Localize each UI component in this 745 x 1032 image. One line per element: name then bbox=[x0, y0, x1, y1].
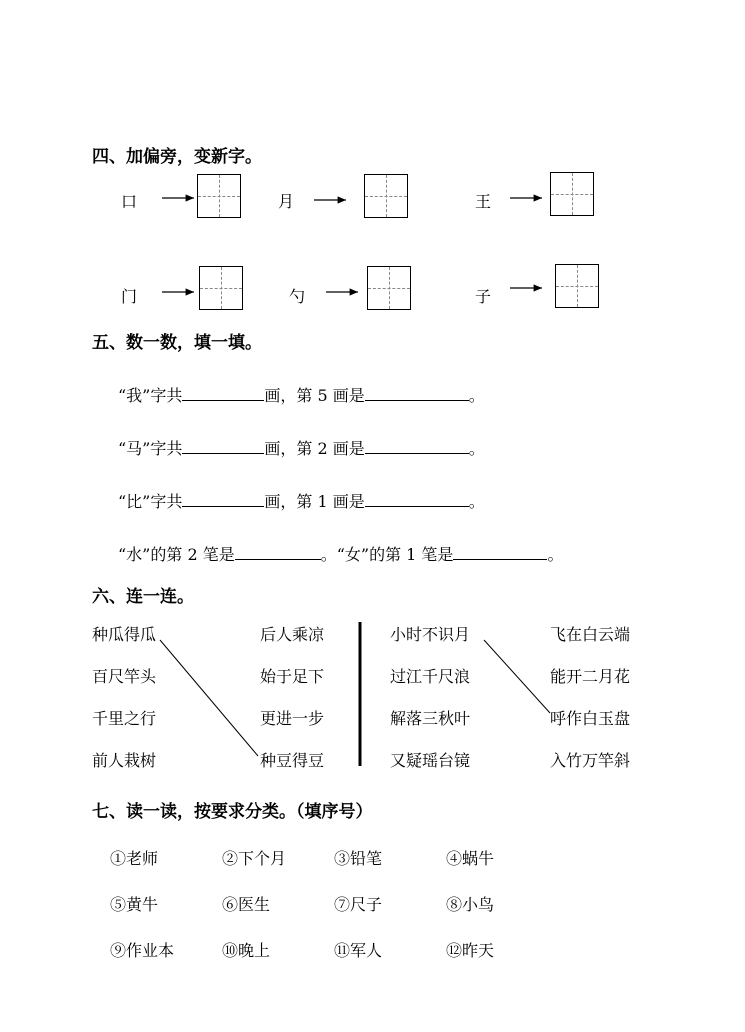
phrase-item[interactable]: 能开二月花 bbox=[550, 667, 631, 686]
phrase-item[interactable]: 更进一步 bbox=[260, 709, 325, 728]
answer-box[interactable] bbox=[199, 266, 243, 310]
fill-line bbox=[118, 542, 563, 565]
phrase-item[interactable]: 过江千尺浪 bbox=[390, 667, 471, 686]
radical-item: 月 bbox=[278, 192, 295, 211]
phrase-item[interactable]: 呼作白玉盘 bbox=[550, 709, 631, 728]
word-item: ②下个月 bbox=[222, 849, 287, 868]
word-item: ⑨作业本 bbox=[110, 941, 175, 960]
word-item: ⑧小鸟 bbox=[446, 895, 495, 914]
phrase-item[interactable]: 后人乘凉 bbox=[260, 625, 325, 644]
fill-line-middle: 画，第 2 画是 bbox=[264, 439, 365, 458]
match-line bbox=[484, 640, 550, 713]
radical-item: 口 bbox=[121, 192, 138, 211]
fill-line-end: 。 bbox=[468, 386, 485, 405]
phrase-item[interactable]: 种瓜得瓜 bbox=[92, 625, 157, 644]
fill-line-middle: 画，第 5 画是 bbox=[264, 386, 365, 405]
fill-line-prefix: “比”字共 bbox=[118, 492, 183, 511]
radical-item: 王 bbox=[475, 192, 492, 211]
match-line bbox=[160, 640, 258, 756]
fill-line-end: 。 bbox=[547, 545, 564, 564]
answer-box[interactable] bbox=[555, 264, 599, 308]
radical-item: 子 bbox=[475, 287, 492, 306]
fill-line-end: 。 bbox=[468, 492, 485, 511]
word-item: ③铅笔 bbox=[334, 849, 383, 868]
radical-item: 勺 bbox=[289, 287, 306, 306]
word-item: ⑦尺子 bbox=[334, 895, 383, 914]
fill-line-prefix: “马”字共 bbox=[118, 439, 183, 458]
phrase-item[interactable]: 种豆得豆 bbox=[260, 751, 325, 770]
word-item: ⑫昨天 bbox=[446, 941, 495, 960]
word-item: ④蜗牛 bbox=[446, 849, 495, 868]
answer-box[interactable] bbox=[550, 172, 594, 216]
word-item: ①老师 bbox=[110, 849, 159, 868]
fill-line bbox=[118, 489, 485, 512]
phrase-item[interactable]: 解落三秋叶 bbox=[390, 709, 471, 728]
fill-line-middle: 画，第 1 画是 bbox=[264, 492, 365, 511]
fill-line-prefix: “水”的第 2 笔是 bbox=[118, 545, 235, 564]
phrase-item[interactable]: 入竹万竿斜 bbox=[550, 751, 631, 770]
section5-title: 五、数一数，填一填。 bbox=[92, 333, 262, 353]
fill-line-middle: 。“女”的第 1 笔是 bbox=[320, 545, 454, 564]
answer-blank[interactable] bbox=[235, 545, 321, 560]
word-item: ⑥医生 bbox=[222, 895, 271, 914]
answer-blank[interactable] bbox=[182, 492, 264, 507]
radical-item: 门 bbox=[121, 287, 138, 306]
phrase-item[interactable]: 小时不识月 bbox=[390, 625, 471, 644]
answer-blank[interactable] bbox=[365, 386, 469, 401]
answer-box[interactable] bbox=[364, 174, 408, 218]
answer-blank[interactable] bbox=[182, 439, 264, 454]
fill-line bbox=[118, 436, 485, 459]
fill-line-prefix: “我”字共 bbox=[118, 386, 183, 405]
phrase-item[interactable]: 百尺竿头 bbox=[92, 667, 157, 686]
section7-title: 七、读一读，按要求分类。（填序号） bbox=[92, 802, 373, 822]
fill-line-end: 。 bbox=[468, 439, 485, 458]
phrase-item[interactable]: 飞在白云端 bbox=[550, 625, 631, 644]
section6-title: 六、连一连。 bbox=[92, 587, 194, 607]
answer-blank[interactable] bbox=[365, 439, 469, 454]
phrase-item[interactable]: 又疑瑶台镜 bbox=[390, 751, 471, 770]
answer-blank[interactable] bbox=[453, 545, 547, 560]
phrase-item[interactable]: 始于足下 bbox=[260, 667, 325, 686]
phrase-item[interactable]: 千里之行 bbox=[92, 709, 157, 728]
answer-blank[interactable] bbox=[365, 492, 469, 507]
section4-title: 四、加偏旁，变新字。 bbox=[92, 147, 262, 167]
fill-line bbox=[118, 383, 485, 406]
phrase-item[interactable]: 前人栽树 bbox=[92, 751, 157, 770]
word-item: ⑤黄牛 bbox=[110, 895, 159, 914]
word-item: ⑪军人 bbox=[334, 941, 383, 960]
answer-box[interactable] bbox=[367, 266, 411, 310]
answer-blank[interactable] bbox=[182, 386, 264, 401]
word-item: ⑩晚上 bbox=[222, 941, 271, 960]
answer-box[interactable] bbox=[197, 174, 241, 218]
